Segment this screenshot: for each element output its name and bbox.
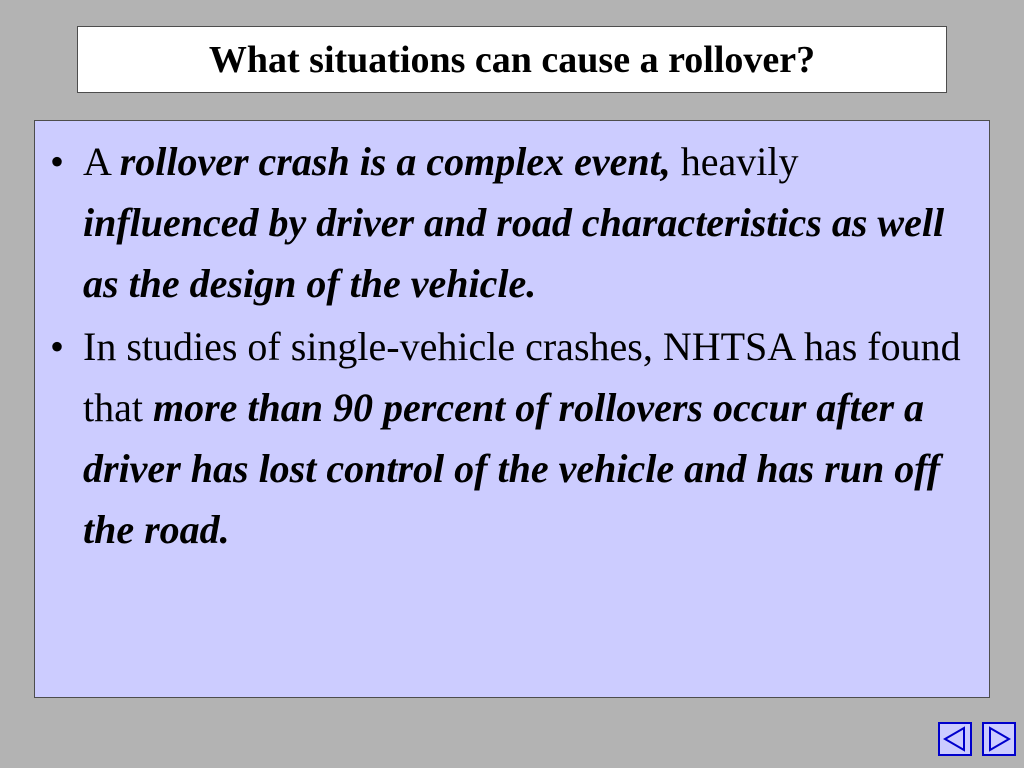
next-slide-button[interactable] (982, 722, 1016, 756)
bullet-2-text-a: In studies of single-vehicle crashes, NHTSA has found that (83, 324, 961, 430)
bullet-1-text-a: A (83, 139, 120, 184)
bullet-dot-icon: • (50, 324, 65, 369)
bullet-1-text-b: heavily (670, 139, 799, 184)
triangle-right-icon (986, 726, 1012, 752)
slide-title: What situations can cause a rollover? (208, 38, 816, 81)
previous-slide-button[interactable] (938, 722, 972, 756)
bullet-dot-icon: • (50, 139, 65, 184)
bullet-2-emphasis-a: more than 90 percent of rollovers occur after a driver has lost control of the vehicle and has run off the road. (83, 385, 941, 552)
slide-content (34, 120, 990, 698)
bullet-1-emphasis-a: rollover crash is a complex event, (119, 139, 671, 184)
triangle-left-icon (942, 726, 968, 752)
bullet-item-1 (35, 131, 969, 314)
bullet-1-emphasis-b: influenced by driver and road characteristics as well as the design of the vehicle. (83, 200, 945, 306)
slide-title-box (77, 26, 947, 93)
bullet-item-2 (35, 316, 969, 560)
